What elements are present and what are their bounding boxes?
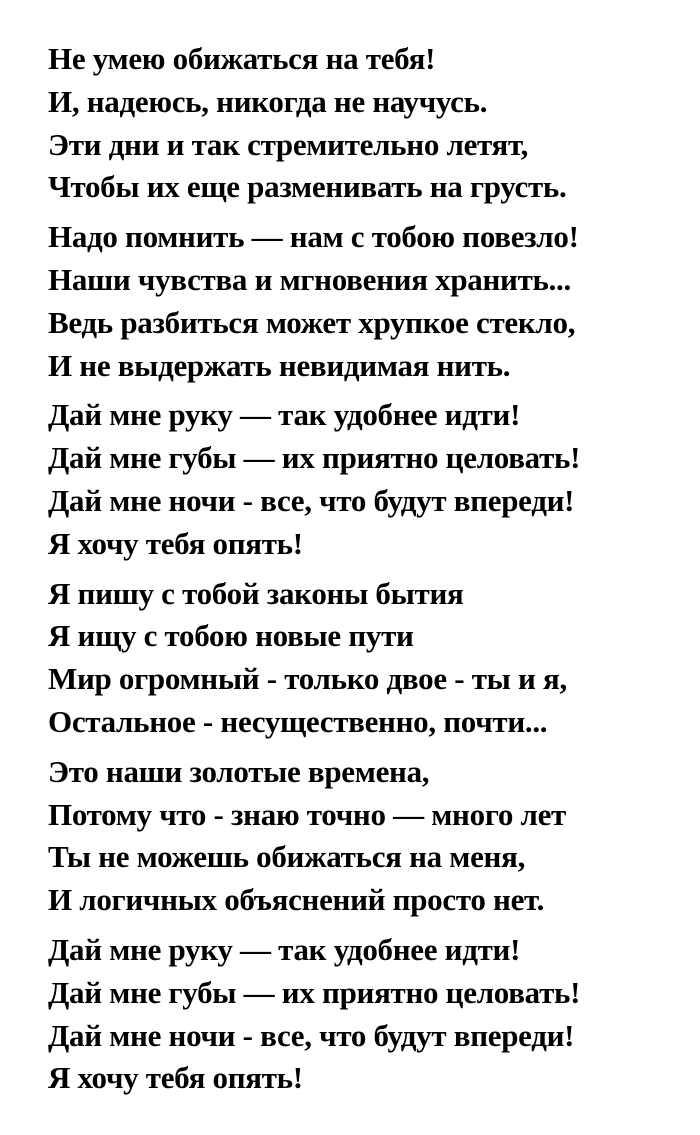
poem-line: Дай мне руку — так удобнее идти! (48, 931, 521, 967)
poem-line: И, надеюсь, никогда не научусь. (48, 83, 488, 119)
stanza-2 (48, 216, 688, 387)
stanza-1 (48, 38, 688, 209)
stanza-5 (48, 751, 688, 922)
stanza-4 (48, 573, 688, 744)
poem-line: Дай мне ночи - все, что будут впереди! (48, 1017, 575, 1053)
poem-line: Ведь разбиться может хрупкое стекло, (48, 304, 576, 340)
poem-line: Чтобы их еще разменивать на грусть. (48, 169, 567, 205)
stanza-6 (48, 929, 688, 1100)
poem-line: Дай мне губы — их приятно целовать! (48, 440, 581, 476)
poem-line: Я хочу тебя опять! (48, 1060, 303, 1096)
poem-line: Остальное - несущественно, почти... (48, 703, 548, 739)
poem-line: Я пишу с тобой законы бытия (48, 575, 464, 611)
poem-line: И не выдержать невидимая нить. (48, 347, 511, 383)
poem-line: Дай мне губы — их приятно целовать! (48, 974, 581, 1010)
poem-line: Дай мне руку — так удобнее идти! (48, 397, 521, 433)
poem-line: И логичных объяснений просто нет. (48, 882, 545, 918)
poem-line: Мир огромный - только двое - ты и я, (48, 661, 567, 697)
poem-line: Не умею обижаться на тебя! (48, 41, 436, 76)
stanza-3 (48, 394, 688, 565)
poem-text (48, 38, 688, 1107)
poem-line: Это наши золотые времена, (48, 753, 430, 789)
poem-line: Надо помнить — нам с тобою повезло! (48, 219, 579, 255)
poem-line: Дай мне ночи - все, что будут впереди! (48, 482, 575, 518)
poem-line: Я хочу тебя опять! (48, 525, 303, 561)
poem-line: Ты не можешь обижаться на меня, (48, 839, 526, 875)
poem-line: Я ищу с тобою новые пути (48, 618, 414, 654)
poem-line: Наши чувства и мгновения хранить... (48, 261, 571, 297)
poem-line: Эти дни и так стремительно летят, (48, 126, 529, 162)
poem-line: Потому что - знаю точно — много лет (48, 796, 566, 832)
